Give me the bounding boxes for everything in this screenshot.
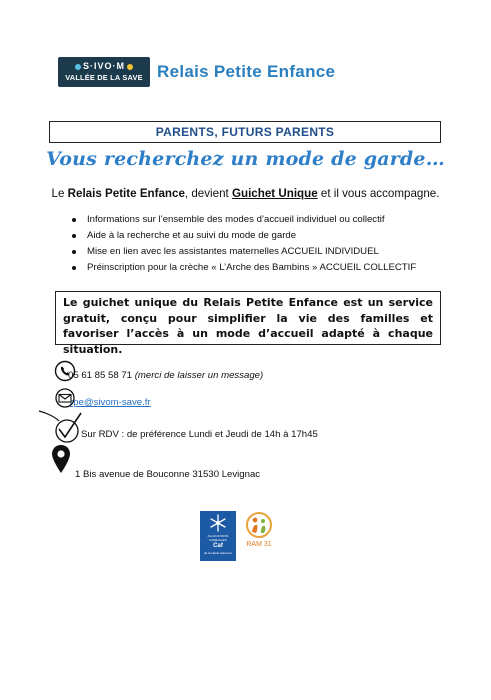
- list-item: [72, 260, 416, 276]
- list-item: [72, 244, 416, 260]
- caf-logo: [200, 511, 236, 561]
- bullet-icon: [72, 266, 76, 270]
- list-item-text: Informations sur l’ensemble des modes d’accueil individuel ou collectif: [87, 214, 385, 225]
- logo-dot-blue: [75, 64, 81, 70]
- email-link[interactable]: rpe@sivom-save.fr: [70, 397, 151, 408]
- intro-suffix: et il vous accompagne.: [317, 187, 440, 200]
- email-icon: [54, 388, 76, 408]
- services-list: [72, 212, 416, 276]
- intro-text: [0, 187, 491, 200]
- page-title: Relais Petite Enfance: [157, 62, 336, 81]
- appointment-text: Sur RDV : de préférence Lundi et Jeudi de 14h à 17h45: [81, 429, 318, 440]
- phone-note: (merci de laisser un message): [134, 370, 264, 381]
- list-item: [72, 212, 416, 228]
- list-item-text: Mise en lien avec les assistantes maternelles ACCUEIL INDIVIDUEL: [87, 246, 379, 257]
- caf-sub: de la Haute-Garonne: [203, 551, 233, 555]
- intro-brand: Relais Petite Enfance: [67, 187, 185, 200]
- caf-name: Caf: [213, 543, 223, 549]
- intro-prefix: Le: [51, 187, 68, 200]
- ram-label: RAM 31: [246, 541, 272, 548]
- phone-icon: [54, 360, 76, 382]
- info-box: Le guichet unique du Relais Petite Enfance est un service gratuit, conçu pour simplifier la vie des familles et favoriser l’accès à un mode d’accueil adapté à chaque situation.: [55, 291, 441, 345]
- list-item-text: Aide à la recherche et au suivi du mode de garde: [87, 230, 297, 241]
- address-text: 1 Bis avenue de Bouconne 31530 Levignac: [75, 469, 261, 480]
- bullet-icon: [72, 218, 76, 222]
- partner-logos: [200, 511, 274, 561]
- address-contact: [75, 469, 260, 480]
- phone-number: 05 61 85 58 71: [68, 370, 133, 381]
- intro-highlight: Guichet Unique: [231, 187, 318, 200]
- bullet-icon: [72, 250, 76, 254]
- logo-dot-yellow: [127, 64, 133, 70]
- ram-logo: [244, 511, 274, 548]
- checkmark-icon: [37, 407, 83, 447]
- logo-top-text: [75, 61, 133, 72]
- location-pin-icon: [51, 444, 71, 474]
- appointment-contact: [81, 429, 318, 440]
- page-header: [58, 57, 335, 87]
- tagline: Vous recherchez un mode de garde…: [46, 148, 445, 170]
- audience-banner: [49, 121, 441, 143]
- phone-contact: [68, 370, 263, 381]
- logo-bottom-label: VALLÉE DE LA SAVE: [65, 73, 143, 82]
- snowflake-icon: [209, 514, 227, 532]
- caf-label: ALLOCATIONS FAMILIALES: [207, 534, 229, 542]
- intro-middle: , devient: [184, 187, 232, 200]
- sivom-logo: [58, 57, 150, 87]
- bullet-icon: [72, 234, 76, 238]
- logo-top-label: S·IVO·M: [83, 61, 125, 71]
- list-item-text: Préinscription pour la crèche « L’Arche des Bambins » ACCUEIL COLLECTIF: [87, 262, 417, 273]
- ram-figures-icon: [244, 511, 274, 539]
- audience-label: PARENTS, FUTURS PARENTS: [155, 125, 335, 139]
- list-item: [72, 228, 416, 244]
